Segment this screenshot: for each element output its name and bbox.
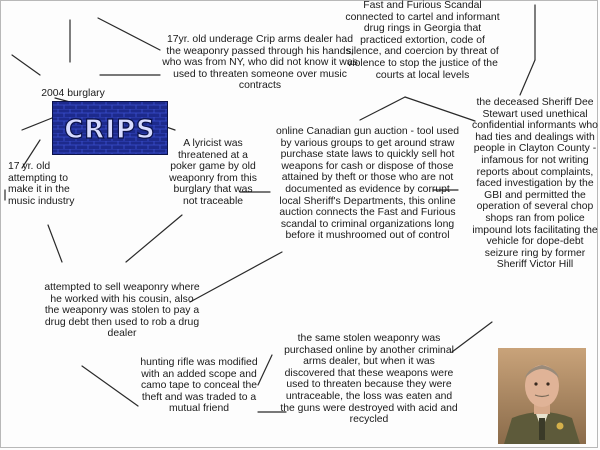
edge-lyricist-attempt: [126, 215, 182, 262]
edge-left-1: [22, 118, 52, 130]
edge-teen-attempt: [48, 225, 62, 262]
node-lyricist: A lyricist was threatened at a poker game by old weaponry from this burglary that was not traceable: [169, 138, 257, 207]
edge-top-2: [98, 18, 160, 50]
node-crip-dealer: 17yr. old underage Crip arms dealer had the weaponry passed through his hands, who was from NY, who did not know it was used to threaten someone over music contracts: [162, 34, 358, 92]
edge-ff-sheriff: [405, 97, 475, 121]
crips-logo: [52, 101, 168, 155]
edge-attempt-rifle: [82, 366, 138, 406]
node-attempted-sell: attempted to sell weaponry where he worked with his cousin, also the weaponry was stolen to pay a drug debt then used to rob a drug dealer: [44, 282, 200, 340]
node-stolen-weaponry: the same stolen weaponry was purchased online by another criminal arms dealer, but when it was discovered that these weapons were used to threaten because they were untraceable, the loss was eaten and the guns were destroyed with acid and recycled: [280, 333, 458, 426]
edge-rifle-stolen: [258, 355, 272, 385]
sheriff-photo: [498, 348, 586, 444]
node-online-auction: online Canadian gun auction - tool used by various groups to get around straw purchase state laws to quickly sell hot weapons for cash or dispose of those attained by theft or those who are not documented as evidence by corrupt local Sheriff's Departments, this online auction connects the Fast and Furious scandal to criminal organizations long before it mushroomed out of control: [275, 126, 460, 242]
edge-burglary-up: [12, 55, 40, 75]
edge-attempt-auction: [190, 252, 282, 302]
node-fast-furious: Fast and Furious Scandal connected to cartel and informant drug rings in Georgia that practiced extortion, code of silence, and coercion by threat of violence to stop the justice of the courts at local levels: [345, 0, 500, 81]
node-teen: 17 yr. old attempting to make it in the music industry: [8, 161, 75, 207]
edge-ff-auction: [360, 97, 405, 120]
node-burglary: 2004 burglary: [41, 88, 105, 99]
crips-logo-text: CRIPS: [64, 115, 156, 145]
node-hunting-rifle: hunting rifle was modified with an added scope and camo tape to conceal the theft and was traded to a mutual friend: [140, 357, 258, 415]
node-sheriff: the deceased Sheriff Dee Stewart used unethical confidential informants who had ties and dealings with people in Clayton County - infamous for not writing reports about complaints, faced investigation by the GBI and permitted the operation of several chop shops ran from police impound lots facilitating the vehicle for dope-debt seizure ring by former Sheriff Victor Hill: [472, 97, 598, 271]
edge-ff-right-2: [520, 60, 535, 95]
